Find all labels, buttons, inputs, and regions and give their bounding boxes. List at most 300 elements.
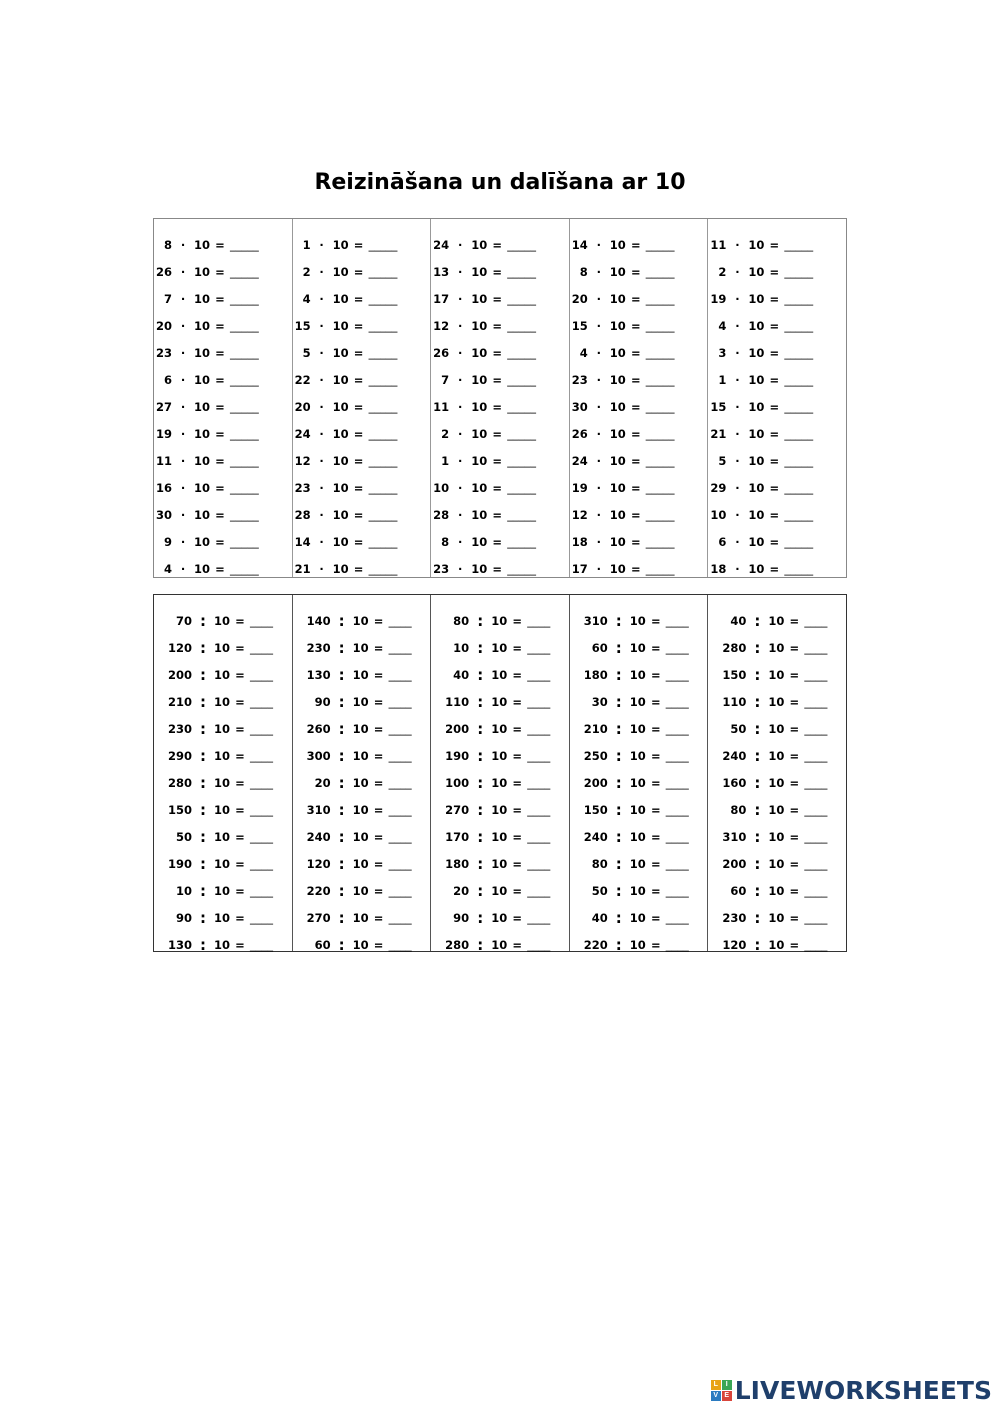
answer-blank[interactable]: ____	[250, 721, 273, 736]
equals-sign: =	[235, 937, 245, 952]
answer-blank[interactable]: ____	[250, 694, 273, 709]
answer-blank[interactable]: ____	[527, 640, 551, 655]
multiplication-problem	[570, 474, 708, 501]
division-problem	[708, 850, 846, 877]
answer-blank[interactable]: ____	[250, 748, 273, 763]
equals-sign: =	[353, 534, 364, 549]
answer-blank[interactable]: ____	[665, 748, 689, 763]
answer-blank[interactable]: _____	[507, 264, 536, 279]
answer-blank[interactable]: ____	[250, 937, 273, 952]
first-number: 8	[579, 264, 588, 279]
answer-blank[interactable]: ____	[250, 829, 273, 844]
first-number: 28	[433, 507, 450, 522]
logo-tile: E	[722, 1391, 732, 1401]
second-number: 10	[194, 264, 211, 279]
answer-blank[interactable]: _____	[784, 372, 814, 387]
answer-blank[interactable]: ____	[804, 721, 828, 736]
answer-blank[interactable]: _____	[645, 318, 675, 333]
answer-blank[interactable]: ____	[250, 856, 273, 871]
operator-sign: :	[477, 935, 484, 954]
answer-blank[interactable]: _____	[230, 561, 259, 576]
first-number: 270	[306, 910, 331, 925]
answer-blank[interactable]: _____	[507, 426, 536, 441]
answer-blank[interactable]: _____	[230, 318, 259, 333]
division-problem	[570, 715, 708, 742]
equals-sign: =	[650, 856, 661, 871]
operator-sign: :	[477, 746, 484, 765]
second-number: 10	[214, 802, 231, 817]
answer-blank[interactable]: _____	[507, 291, 536, 306]
answer-blank[interactable]: ____	[527, 829, 551, 844]
liveworksheets-logo	[711, 1375, 992, 1405]
multiplication-problem	[154, 258, 292, 285]
multiplication-problem	[431, 366, 569, 393]
second-number: 10	[352, 937, 369, 952]
answer-blank[interactable]: _____	[784, 318, 814, 333]
answer-blank[interactable]: _____	[784, 399, 814, 414]
equals-sign: =	[235, 721, 245, 736]
second-number: 10	[768, 910, 785, 925]
first-number: 120	[722, 937, 747, 952]
answer-blank[interactable]: ____	[665, 829, 689, 844]
answer-blank[interactable]: ____	[804, 883, 828, 898]
second-number: 10	[609, 237, 626, 252]
first-number: 11	[710, 237, 727, 252]
second-number: 10	[629, 883, 646, 898]
second-number: 10	[748, 561, 765, 576]
answer-blank[interactable]: _____	[784, 237, 814, 252]
answer-blank[interactable]: ____	[250, 883, 273, 898]
equals-sign: =	[650, 613, 661, 628]
answer-blank[interactable]: _____	[368, 318, 398, 333]
operator-sign: :	[754, 692, 761, 711]
answer-blank[interactable]: _____	[230, 291, 259, 306]
answer-blank[interactable]: ____	[527, 802, 551, 817]
answer-blank[interactable]: _____	[784, 264, 814, 279]
answer-blank[interactable]: _____	[645, 345, 675, 360]
answer-blank[interactable]: ____	[665, 802, 689, 817]
equals-sign: =	[235, 694, 245, 709]
answer-blank[interactable]: _____	[368, 453, 398, 468]
answer-blank[interactable]: _____	[645, 237, 675, 252]
answer-blank[interactable]: ____	[388, 775, 412, 790]
operator-sign: :	[754, 611, 761, 630]
equals-sign: =	[789, 640, 800, 655]
multiplication-problem	[570, 285, 708, 312]
answer-blank[interactable]: ____	[804, 829, 828, 844]
answer-blank[interactable]: _____	[230, 399, 259, 414]
equals-sign: =	[769, 561, 780, 576]
first-number: 300	[306, 748, 331, 763]
equals-sign: =	[373, 829, 384, 844]
equals-sign: =	[650, 883, 661, 898]
division-problem	[154, 661, 292, 688]
second-number: 10	[332, 399, 349, 414]
division-problem	[570, 823, 708, 850]
answer-blank[interactable]: ____	[527, 748, 551, 763]
equals-sign: =	[769, 453, 780, 468]
equals-sign: =	[630, 399, 641, 414]
equals-sign: =	[373, 937, 384, 952]
page-title: Reizināšana un dalīšana ar 10	[314, 170, 686, 195]
answer-blank[interactable]: _____	[645, 534, 675, 549]
multiplication-problem	[293, 339, 431, 366]
answer-blank[interactable]: _____	[507, 318, 536, 333]
division-column	[431, 595, 570, 954]
equals-sign: =	[373, 856, 384, 871]
answer-blank[interactable]: ____	[250, 667, 273, 682]
multiplication-problem	[431, 285, 569, 312]
equals-sign: =	[235, 748, 245, 763]
second-number: 10	[352, 802, 369, 817]
answer-blank[interactable]: _____	[645, 426, 675, 441]
first-number: 6	[163, 372, 172, 387]
second-number: 10	[609, 291, 626, 306]
answer-blank[interactable]: _____	[507, 399, 536, 414]
answer-blank[interactable]: _____	[507, 507, 536, 522]
second-number: 10	[768, 937, 785, 952]
answer-blank[interactable]: ____	[804, 667, 828, 682]
answer-blank[interactable]: ____	[804, 802, 828, 817]
division-problem	[293, 904, 431, 931]
operator-sign: ·	[735, 345, 740, 360]
first-number: 8	[163, 237, 172, 252]
division-problem	[570, 904, 708, 931]
answer-blank[interactable]: ____	[804, 694, 828, 709]
answer-blank[interactable]: _____	[645, 480, 675, 495]
logo-tile: I	[722, 1380, 732, 1390]
division-problem	[293, 823, 431, 850]
operator-sign: :	[615, 854, 622, 873]
equals-sign: =	[215, 318, 225, 333]
answer-blank[interactable]: ____	[665, 640, 689, 655]
answer-blank[interactable]: _____	[507, 345, 536, 360]
answer-blank[interactable]: ____	[665, 883, 689, 898]
answer-blank[interactable]: ____	[527, 613, 551, 628]
first-number: 20	[155, 318, 172, 333]
equals-sign: =	[512, 856, 522, 871]
answer-blank[interactable]: ____	[665, 721, 689, 736]
first-number: 10	[453, 640, 470, 655]
division-problem	[154, 742, 292, 769]
first-number: 110	[722, 694, 747, 709]
first-number: 60	[314, 937, 331, 952]
multiplication-problem	[570, 231, 708, 258]
operator-sign: :	[754, 827, 761, 846]
answer-blank[interactable]: ____	[250, 775, 273, 790]
equals-sign: =	[650, 910, 661, 925]
second-number: 10	[194, 372, 211, 387]
answer-blank[interactable]: ____	[388, 937, 412, 952]
second-number: 10	[332, 237, 349, 252]
equals-sign: =	[492, 426, 502, 441]
answer-blank[interactable]: ____	[527, 883, 551, 898]
answer-blank[interactable]: ____	[250, 640, 273, 655]
first-number: 250	[583, 748, 608, 763]
second-number: 10	[471, 345, 488, 360]
answer-blank[interactable]: _____	[784, 480, 814, 495]
first-number: 170	[445, 829, 470, 844]
answer-blank[interactable]: _____	[645, 507, 675, 522]
equals-sign: =	[789, 694, 800, 709]
second-number: 10	[629, 775, 646, 790]
answer-blank[interactable]: _____	[368, 345, 398, 360]
answer-blank[interactable]: _____	[230, 453, 259, 468]
answer-blank[interactable]: ____	[665, 856, 689, 871]
first-number: 4	[163, 561, 172, 576]
equals-sign: =	[492, 291, 502, 306]
multiplication-column	[570, 219, 709, 577]
answer-blank[interactable]: ____	[388, 613, 412, 628]
operator-sign: :	[477, 827, 484, 846]
division-problem	[293, 877, 431, 904]
answer-blank[interactable]: ____	[665, 775, 689, 790]
answer-blank[interactable]: _____	[645, 561, 675, 576]
answer-blank[interactable]: ____	[665, 937, 689, 952]
equals-sign: =	[373, 910, 384, 925]
answer-blank[interactable]: _____	[507, 372, 536, 387]
answer-blank[interactable]: _____	[784, 345, 814, 360]
multiplication-problem	[293, 501, 431, 528]
division-problem	[708, 904, 846, 931]
answer-blank[interactable]: ____	[527, 937, 551, 952]
second-number: 10	[332, 372, 349, 387]
first-number: 70	[175, 613, 192, 628]
second-number: 10	[352, 640, 369, 655]
operator-sign: :	[200, 719, 206, 738]
operator-sign: ·	[319, 453, 324, 468]
answer-blank[interactable]: ____	[388, 829, 412, 844]
first-number: 23	[155, 345, 172, 360]
answer-blank[interactable]: ____	[388, 694, 412, 709]
answer-blank[interactable]: ____	[665, 910, 689, 925]
first-number: 15	[571, 318, 588, 333]
operator-sign: ·	[319, 345, 324, 360]
answer-blank[interactable]: ____	[250, 613, 273, 628]
first-number: 20	[314, 775, 331, 790]
operator-sign: :	[338, 827, 345, 846]
answer-blank[interactable]: ____	[804, 613, 828, 628]
answer-blank[interactable]: ____	[388, 802, 412, 817]
answer-blank[interactable]: ____	[527, 775, 551, 790]
answer-blank[interactable]: ____	[388, 856, 412, 871]
answer-blank[interactable]: _____	[645, 291, 675, 306]
answer-blank[interactable]: _____	[784, 453, 814, 468]
answer-blank[interactable]: _____	[230, 345, 259, 360]
division-problem	[293, 607, 431, 634]
operator-sign: ·	[180, 561, 186, 576]
answer-blank[interactable]: _____	[230, 426, 259, 441]
operator-sign: :	[338, 611, 345, 630]
first-number: 230	[167, 721, 192, 736]
multiplication-problem	[570, 312, 708, 339]
answer-blank[interactable]: ____	[388, 910, 412, 925]
operator-sign: :	[338, 665, 345, 684]
answer-blank[interactable]: _____	[645, 453, 675, 468]
answer-blank[interactable]: ____	[527, 721, 551, 736]
answer-blank[interactable]: ____	[665, 694, 689, 709]
operator-sign: ·	[596, 372, 601, 387]
answer-blank[interactable]: _____	[784, 426, 814, 441]
answer-blank[interactable]: _____	[230, 534, 259, 549]
answer-blank[interactable]: _____	[368, 507, 398, 522]
operator-sign: ·	[596, 264, 601, 279]
multiplication-problem	[293, 231, 431, 258]
answer-blank[interactable]: _____	[507, 534, 536, 549]
operator-sign: :	[615, 935, 622, 954]
answer-blank[interactable]: _____	[645, 372, 675, 387]
multiplication-problem	[570, 501, 708, 528]
first-number: 27	[155, 399, 172, 414]
answer-blank[interactable]: ____	[804, 775, 828, 790]
multiplication-column	[431, 219, 570, 577]
operator-sign: :	[477, 773, 484, 792]
answer-blank[interactable]: _____	[230, 372, 259, 387]
answer-blank[interactable]: ____	[527, 694, 551, 709]
second-number: 10	[629, 640, 646, 655]
answer-blank[interactable]: ____	[527, 667, 551, 682]
division-problem	[293, 661, 431, 688]
first-number: 24	[433, 237, 450, 252]
answer-blank[interactable]: _____	[368, 237, 398, 252]
operator-sign: ·	[735, 480, 740, 495]
answer-blank[interactable]: ____	[388, 667, 412, 682]
answer-blank[interactable]: _____	[230, 507, 259, 522]
second-number: 10	[609, 426, 626, 441]
operator-sign: ·	[458, 237, 463, 252]
answer-blank[interactable]: ____	[665, 667, 689, 682]
operator-sign: ·	[596, 561, 601, 576]
equals-sign: =	[235, 667, 245, 682]
answer-blank[interactable]: _____	[784, 507, 814, 522]
equals-sign: =	[512, 802, 522, 817]
answer-blank[interactable]: _____	[230, 480, 259, 495]
answer-blank[interactable]: _____	[368, 291, 398, 306]
division-problem	[431, 769, 569, 796]
answer-blank[interactable]: ____	[804, 937, 828, 952]
operator-sign: ·	[458, 507, 463, 522]
operator-sign: ·	[596, 507, 601, 522]
answer-blank[interactable]: _____	[368, 264, 398, 279]
division-problem	[293, 769, 431, 796]
first-number: 3	[718, 345, 727, 360]
answer-blank[interactable]: _____	[368, 534, 398, 549]
second-number: 10	[609, 372, 626, 387]
second-number: 10	[214, 910, 231, 925]
first-number: 90	[314, 694, 331, 709]
answer-blank[interactable]: ____	[804, 640, 828, 655]
answer-blank[interactable]: _____	[230, 264, 259, 279]
multiplication-problem	[431, 501, 569, 528]
equals-sign: =	[235, 829, 245, 844]
answer-blank[interactable]: _____	[368, 426, 398, 441]
operator-sign: ·	[458, 345, 463, 360]
division-problem	[431, 607, 569, 634]
answer-blank[interactable]: _____	[368, 480, 398, 495]
first-number: 200	[583, 775, 608, 790]
answer-blank[interactable]: _____	[645, 264, 675, 279]
second-number: 10	[194, 507, 211, 522]
multiplication-problem	[293, 474, 431, 501]
division-column	[293, 595, 432, 954]
second-number: 10	[332, 291, 349, 306]
answer-blank[interactable]: _____	[507, 453, 536, 468]
answer-blank[interactable]: ____	[804, 910, 828, 925]
first-number: 12	[294, 453, 311, 468]
answer-blank[interactable]: ____	[250, 910, 273, 925]
answer-blank[interactable]: ____	[388, 883, 412, 898]
answer-blank[interactable]: ____	[250, 802, 273, 817]
operator-sign: :	[615, 611, 622, 630]
answer-blank[interactable]: ____	[665, 613, 689, 628]
first-number: 20	[453, 883, 470, 898]
first-number: 19	[571, 480, 588, 495]
answer-blank[interactable]: ____	[388, 721, 412, 736]
answer-blank[interactable]: _____	[368, 372, 398, 387]
operator-sign: ·	[319, 561, 324, 576]
operator-sign: :	[338, 800, 345, 819]
multiplication-problem	[708, 501, 846, 528]
second-number: 10	[609, 480, 626, 495]
operator-sign: ·	[735, 426, 740, 441]
answer-blank[interactable]: _____	[368, 399, 398, 414]
answer-blank[interactable]: _____	[645, 399, 675, 414]
answer-blank[interactable]: ____	[804, 856, 828, 871]
equals-sign: =	[235, 775, 245, 790]
division-problem	[154, 850, 292, 877]
answer-blank[interactable]: _____	[507, 237, 536, 252]
second-number: 10	[491, 856, 508, 871]
operator-sign: ·	[180, 480, 186, 495]
second-number: 10	[629, 613, 646, 628]
answer-blank[interactable]: _____	[784, 291, 814, 306]
answer-blank[interactable]: ____	[527, 910, 551, 925]
answer-blank[interactable]: _____	[784, 561, 814, 576]
logo-tile: L	[711, 1380, 721, 1390]
second-number: 10	[609, 453, 626, 468]
first-number: 240	[583, 829, 608, 844]
division-problem	[708, 742, 846, 769]
multiplication-problem	[708, 258, 846, 285]
second-number: 10	[629, 721, 646, 736]
division-problem	[154, 634, 292, 661]
second-number: 10	[332, 345, 349, 360]
equals-sign: =	[492, 534, 502, 549]
division-problem	[431, 904, 569, 931]
answer-blank[interactable]: ____	[388, 640, 412, 655]
multiplication-problem	[708, 285, 846, 312]
division-problem	[293, 715, 431, 742]
answer-blank[interactable]: ____	[527, 856, 551, 871]
first-number: 90	[175, 910, 192, 925]
first-number: 190	[445, 748, 470, 763]
answer-blank[interactable]: ____	[388, 748, 412, 763]
answer-blank[interactable]: ____	[804, 748, 828, 763]
division-problem	[154, 688, 292, 715]
answer-blank[interactable]: _____	[368, 561, 398, 576]
answer-blank[interactable]: _____	[230, 237, 259, 252]
first-number: 180	[445, 856, 470, 871]
answer-blank[interactable]: _____	[507, 480, 536, 495]
operator-sign: ·	[180, 372, 186, 387]
multiplication-problem	[154, 501, 292, 528]
first-number: 60	[730, 883, 747, 898]
operator-sign: ·	[458, 291, 463, 306]
division-problem	[708, 661, 846, 688]
answer-blank[interactable]: _____	[507, 561, 536, 576]
answer-blank[interactable]: _____	[784, 534, 814, 549]
division-problem	[431, 931, 569, 958]
